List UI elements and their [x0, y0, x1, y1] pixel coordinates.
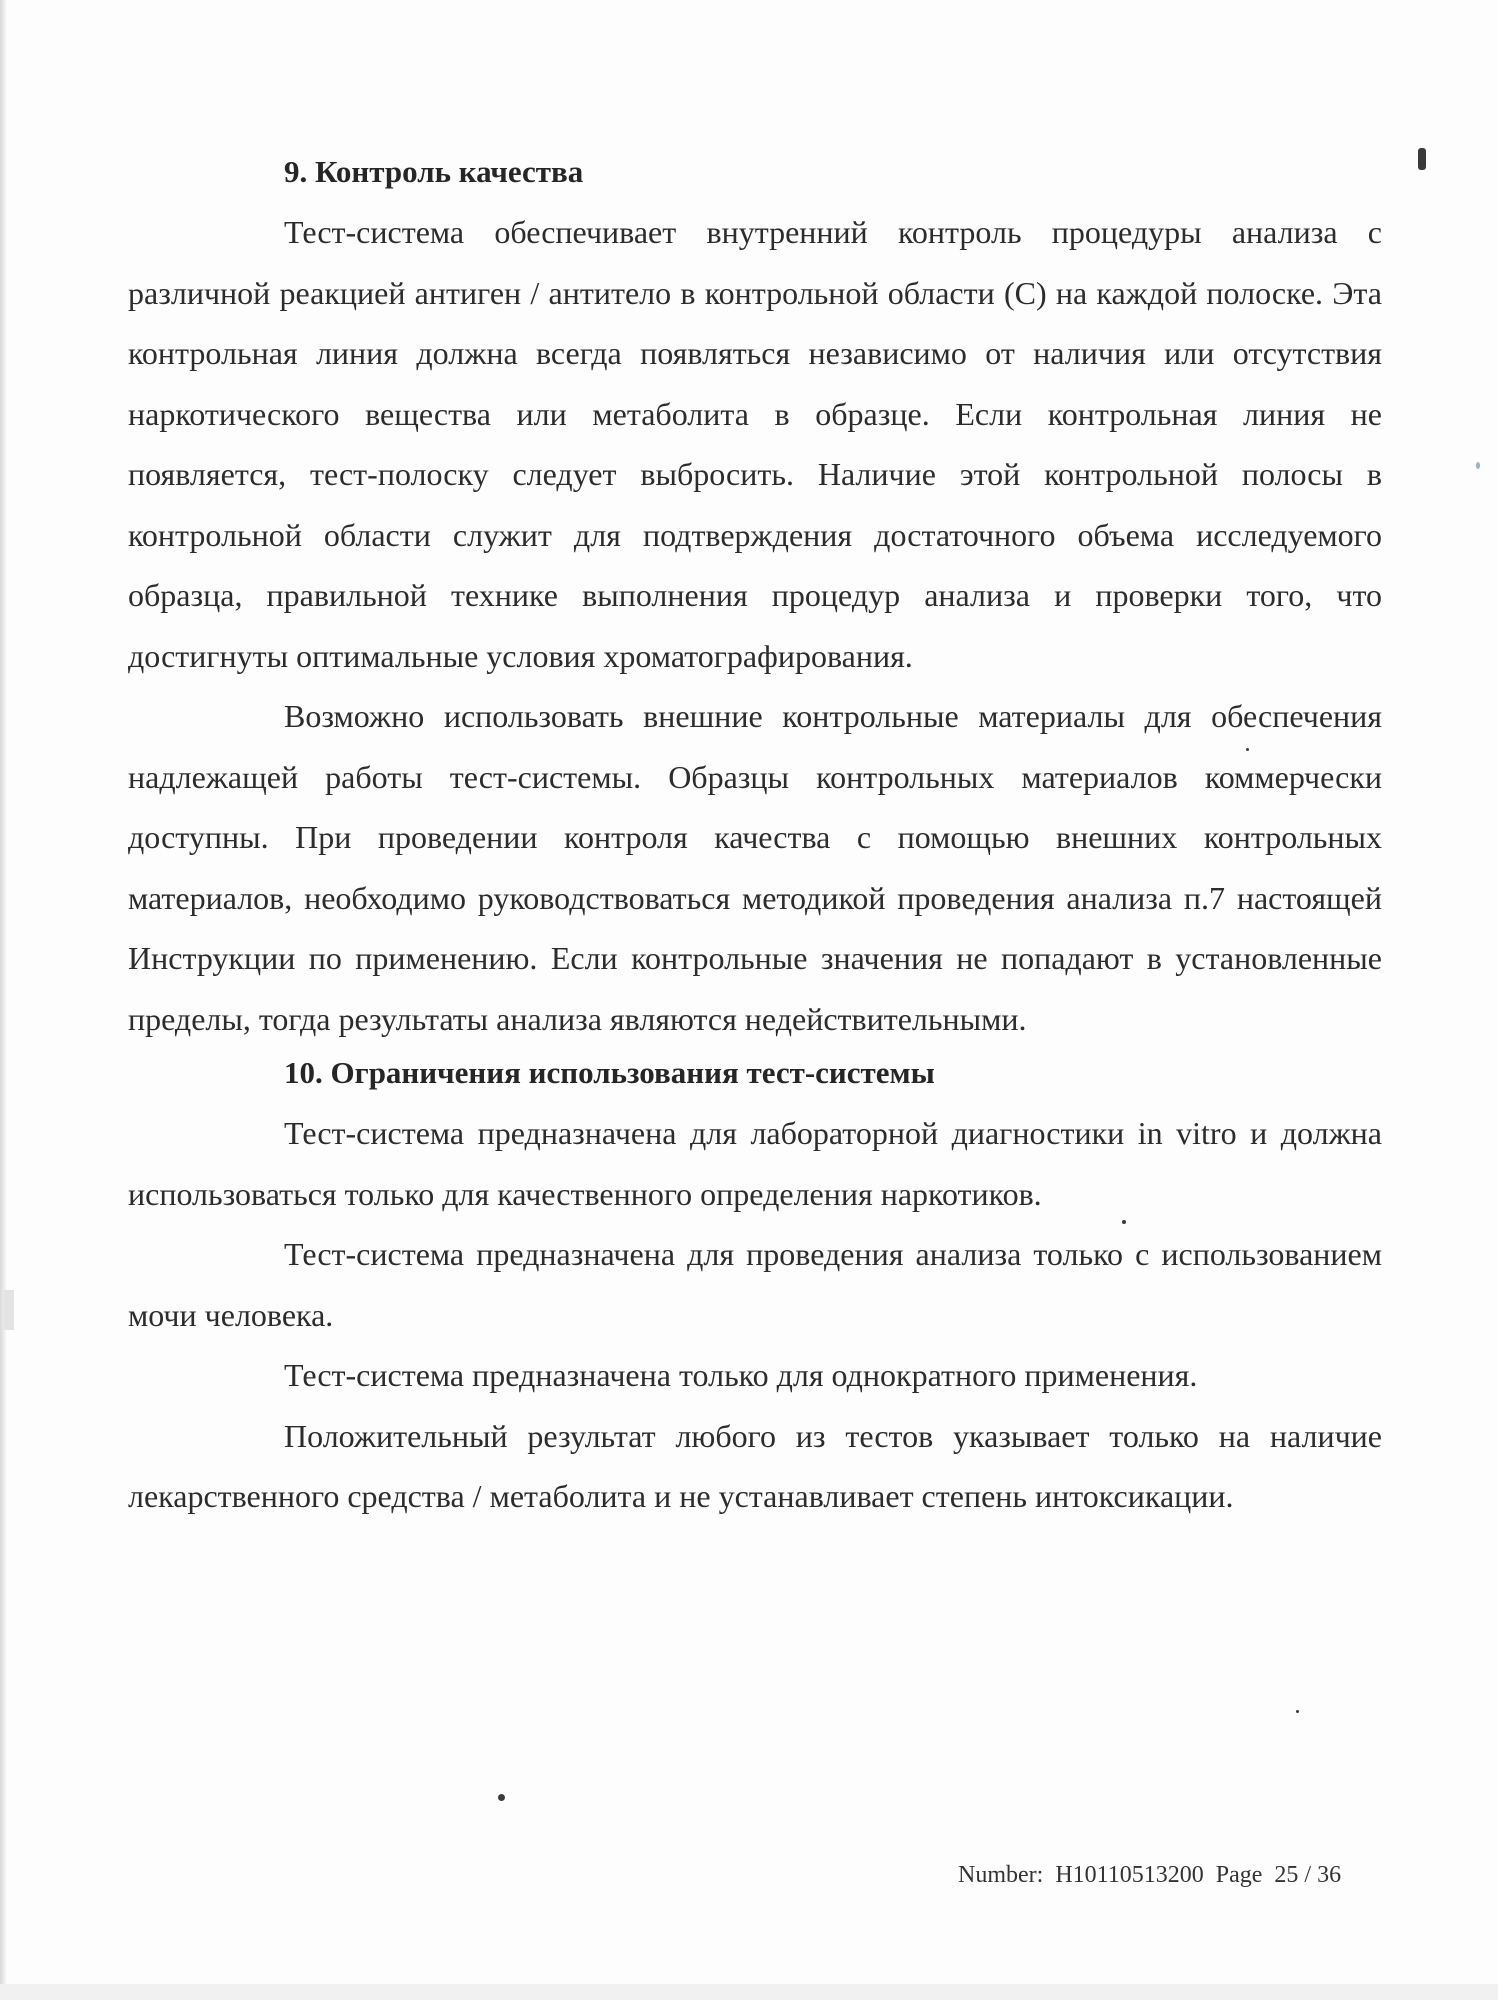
section-10-paragraph-4: Положительный результат любого из тестов указывает только на наличие лекарственного средства / метаболита и не устанавливает степень интоксикации.: [128, 1417, 1382, 1514]
scan-speck: [1476, 462, 1480, 469]
section-10-heading: 10. Ограничения использования тест-системы: [284, 1055, 935, 1090]
section-9-heading: 9. Контроль качества: [284, 154, 584, 189]
scan-speck: [498, 1794, 505, 1801]
section-10-paragraph-1: Тест-система предназначена для лабораторной диагностики in vitro и должна использоваться только для качественного определения наркотиков.: [128, 1115, 1382, 1212]
page-bottom-edge: [0, 1984, 1498, 2000]
scan-speck: [1418, 148, 1426, 170]
section-9-paragraph-1: Тест-система обеспечивает внутренний контроль процедуры анализа с различной реакцией антиген / антитело в контрольной области (С) на каждой полоске. Эта контрольная линия должна всегда появляться независимо от наличия или отсутствия наркотического вещества или метаболита в образце. Если контрольная линия не появляется, тест-полоску следует выбросить. Наличие этой контрольной полосы в контрольной области служит для подтверждения достаточного объема исследуемого образца, правильной технике выполнения процедур анализа и проверки того, что достигнуты оптимальные условия хроматографирования.: [128, 214, 1382, 674]
scan-speck: [1296, 1710, 1299, 1713]
section-10-paragraph-2: Тест-система предназначена для проведения анализа только с использованием мочи человека.: [128, 1236, 1382, 1333]
document-body: [128, 148, 1382, 1527]
page-footer: Number: H10110513200 Page 25 / 36: [958, 1862, 1342, 1888]
page-binding-mark: [4, 1290, 14, 1330]
page-left-edge: [0, 0, 6, 2000]
section-9-paragraph-2: Возможно использовать внешние контрольные материалы для обеспечения надлежащей работы тест-системы. Образцы контрольных материалов коммерчески доступны. При проведении контроля качества с помощью внешних контрольных материалов, необходимо руководствоваться методикой проведения анализа п.7 настоящей Инструкции по применению. Если контрольные значения не попадают в установленные пределы, тогда результаты анализа являются недействительными.: [128, 698, 1382, 1037]
section-10-paragraph-3: Тест-система предназначена только для однократного применения.: [284, 1357, 1198, 1393]
